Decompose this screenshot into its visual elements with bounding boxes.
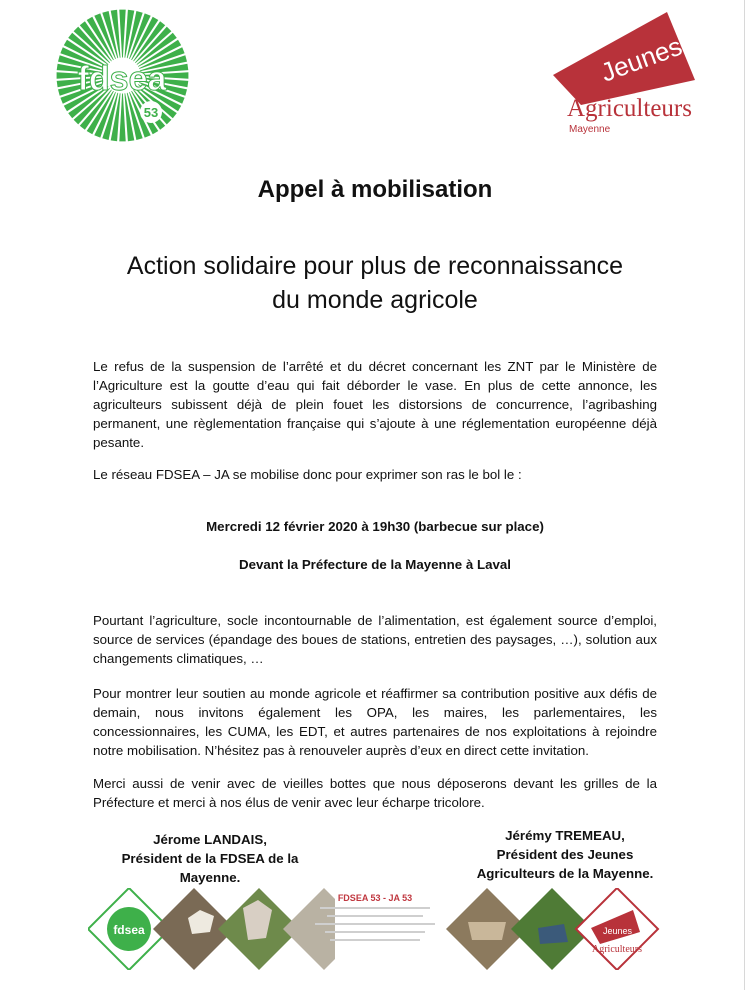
signature-left-role-1: Président de la FDSEA de la xyxy=(121,851,299,866)
event-location: Devant la Préfecture de la Mayenne à Laval xyxy=(239,557,511,572)
signature-right-name: Jérémy TREMEAU, xyxy=(505,828,625,843)
fdsea-logo-text: fdsea xyxy=(77,60,167,98)
paragraph-2: Le réseau FDSEA – JA se mobilise donc pour exprimer son ras le bol le : xyxy=(93,467,522,482)
footer-contact xyxy=(300,893,450,941)
document-title: Appel à mobilisation xyxy=(257,176,493,203)
document-subtitle xyxy=(80,249,670,317)
footer-contact-blur-3 xyxy=(315,923,435,925)
fdsea-logo-ray xyxy=(119,94,125,142)
footer-contact-blur-4 xyxy=(325,931,425,933)
paragraph-1: Le refus de la suspension de l’arrêté et du décret concernant les ZNT par le Ministère de l’Agriculture est la goutte d’eau qui fait déborder le vase. En plus de cette annonce, les agriculteurs subissent déjà de plein fouet les distorsions de concurrence, l’agribashing permanent, une règlementation française qui s’ajoute à une réglementation européenne déjà pesante. xyxy=(93,359,657,450)
footer-org: FDSEA 53 - JA 53 xyxy=(337,893,413,903)
footer-ja-mini-line2: Agriculteurs xyxy=(592,944,642,955)
signature-right-role-1: Président des Jeunes xyxy=(496,847,634,862)
signature-right xyxy=(465,826,665,883)
signature-right-role-2: Agriculteurs de la Mayenne. xyxy=(476,866,654,881)
paragraph-5: Merci aussi de venir avec de vieilles bottes que nous déposerons devant les grilles de la Préfecture et merci à nos élus de venir avec leur écharpe tricolore. xyxy=(93,776,657,810)
fdsea-logo-number: 53 xyxy=(143,105,159,120)
footer-ja-mini-line1: Jeunes xyxy=(603,926,633,936)
signature-left-name: Jérome LANDAIS, xyxy=(153,832,267,847)
paragraph-3: Pourtant l’agriculture, socle incontournable de l’alimentation, est également source d’emploi, source de services (épandage des boues de stations, entretien des paysages, …), solution aux changements climatiques, … xyxy=(93,613,657,666)
footer-fdsea-mini-text: fdsea xyxy=(113,923,145,937)
subtitle-line-2: du monde agricole xyxy=(272,286,478,314)
signature-left-role-2: Mayenne. xyxy=(179,870,241,885)
event-date: Mercredi 12 février 2020 à 19h30 (barbecue sur place) xyxy=(206,519,544,534)
signature-left xyxy=(110,830,310,887)
ja-logo xyxy=(545,10,705,135)
ja-logo-dept: Mayenne xyxy=(569,124,611,135)
footer-contact-blur-1 xyxy=(320,907,430,909)
fdsea-logo xyxy=(55,8,190,143)
fdsea-logo-ray xyxy=(119,10,125,58)
subtitle-line-1: Action solidaire pour plus de reconnaissance xyxy=(126,252,624,280)
footer-contact-blur-2 xyxy=(327,915,423,917)
ja-logo-line1: Jeunes xyxy=(596,30,686,88)
footer-contact-blur-5 xyxy=(330,939,420,941)
ja-logo-line2: Agriculteurs xyxy=(567,95,692,122)
paragraph-4: Pour montrer leur soutien au monde agricole et réaffirmer sa contribution positive aux défis de demain, nous invitons également les OPA, les maires, les parlementaires, les concessionnaires, les CUMA, les EDT, et autres partenaires de nos exploitations à rejoindre notre mobilisation. N’hésitez pas à renouveler auprès d’eux en direct cette invitation. xyxy=(93,686,657,758)
